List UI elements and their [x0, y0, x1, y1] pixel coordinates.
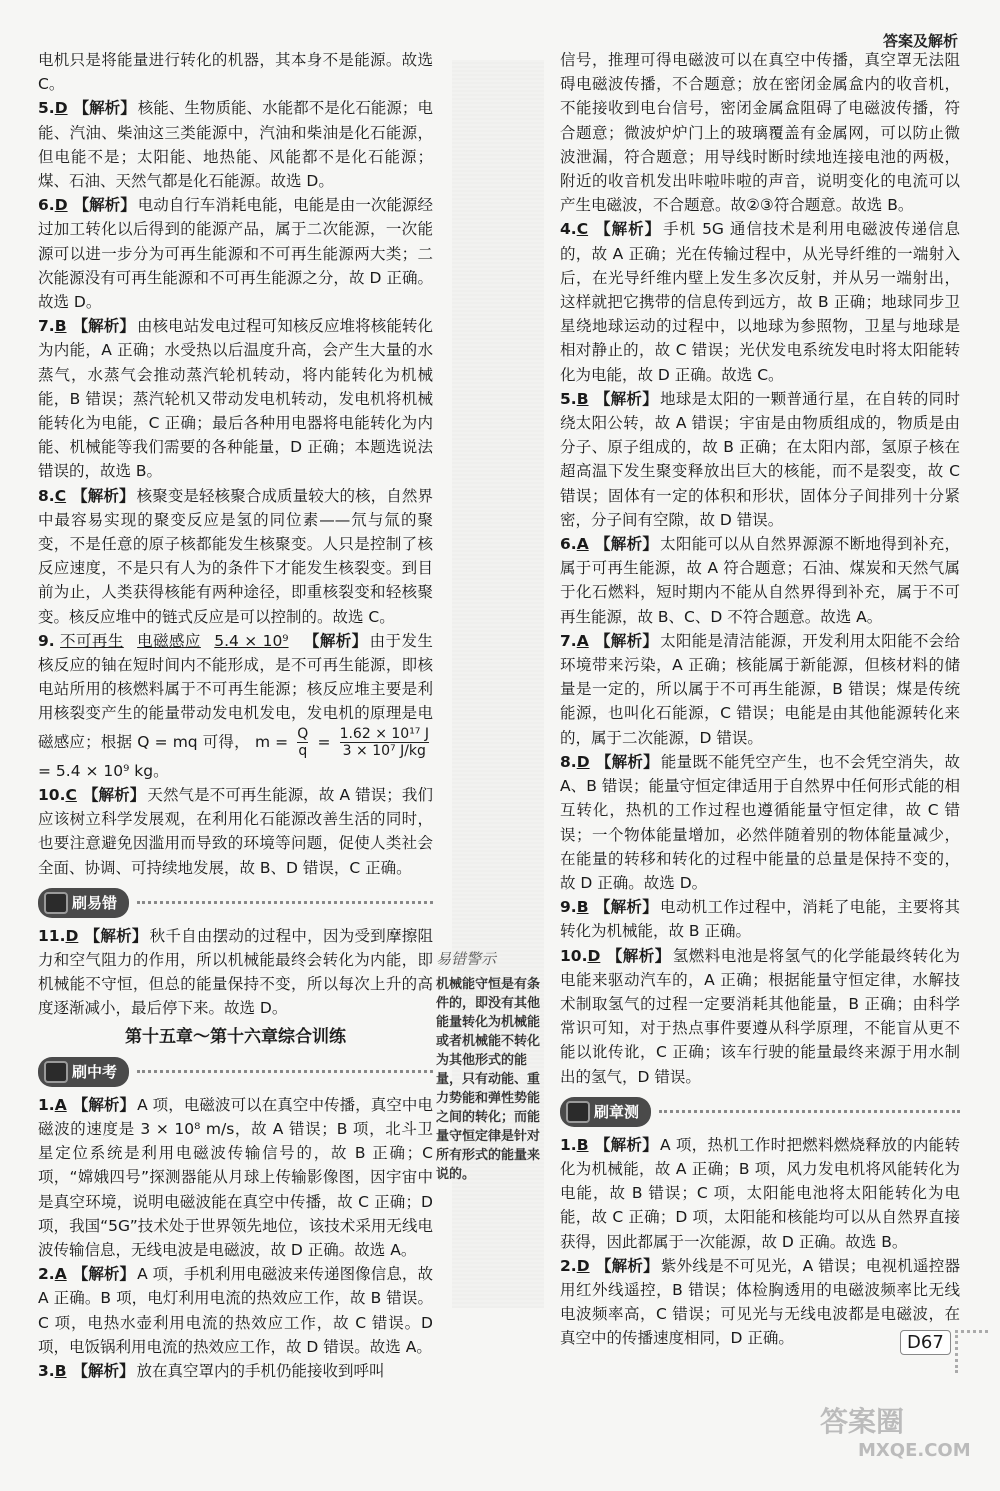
page-number: D67	[900, 1330, 951, 1355]
answer-item: 1.A 【解析】 A 项，电磁波可以在真空中传播，真空中电磁波的速度是 3 × 10⁸ m/s，故 A 错误；B 项，北斗卫星定位系统是利用电磁波传输信号的，故 B 正确；C 项，“嫦娥四号”探测器能从月球上传输影像图，因宇宙中是真空环境，说明电磁波能在真空中传播，故 C 正确；D 项，我国“5G”技术处于世界领先地位，该技术采用无线电波传输信息，无线电波是电磁波，故 D 正确。故选 A。	[38, 1095, 433, 1259]
chapter-title: 第十五章～第十六章综合训练	[125, 1026, 346, 1047]
answer-item: 2.D 【解析】 紫外线是不可见光，A 错误；电视机遥控器用红外线遥控，B 错误；体检胸透用的电磁波频率比无线电波频率高，C 错误；可见光与无线电波都是电磁波，在真空中的传播速度相同，D 正确。	[560, 1256, 960, 1348]
formula-m: m =	[254, 732, 289, 751]
left-answer-list	[38, 96, 433, 628]
watermark-logo: 答案圈	[820, 1405, 905, 1438]
section-badge-yicuo: 刷易错	[38, 888, 433, 918]
tip-title: 易错警示	[436, 950, 497, 968]
watermark-url: MXQE.COM	[858, 1440, 971, 1461]
answer-item: 7.A 【解析】 太阳能是清洁能源，开发利用太阳能不会给环境带来污染，A 正确；核能属于新能源，但核材料的储量是一定的，所以属于不可再生能源，B 错误；煤是传统能源，也叫化石能源，C 错误；电能是由其他能源转化来的，属于二次能源，D 错误。	[560, 631, 960, 747]
answer-item: 6.A 【解析】 太阳能可以从自然界源源不断地得到补充，属于可再生能源，故 A 符合题意；石油、煤炭和天然气属于化石燃料，短时期内不能从自然界得到补充，属于不可再生能源，故 B、C、D 不符合题意。故选 A。	[560, 535, 960, 626]
fraction-q: $\frac{Q}{q}$	[297, 725, 309, 759]
answer-item: 4.C 【解析】 手机 5G 通信技术是利用电磁波传递信息的，故 A 正确；光在传输过程中，从光导纤维的一端射入后，在光导纤维内壁上发生多次反射，并从另一端射出，这样就把它携带的信息传到远方，故 B 正确；地球同步卫星绕地球运动的过程中，以地球为参照物，卫星与地球是相对静止的，故 C 错误；光伏发电系统发电时将太阳能转化为电能，故 D 正确。故选 C。	[560, 220, 960, 384]
header-title: 答案及解析	[882, 32, 958, 50]
answer-item-9: 9. 不可再生 电磁感应 5.4 × 10⁹ 【解析】 由于发生核反应的铀在短时间内不能形成，是不可再生能源，即核电站所用的核燃料属于不可再生能源；核反应堆主要是利用核裂变产生的能量带动发电机发电，发电机的原理是电磁感应；根据 Q = mq 可得， m = $\frac{Q}{q}$ = $\frac{\text{1.62 × 10¹⁷ J}}{\text{3 × 10⁷ J/kg}}$ = 5.4 × 10⁹ kg。	[38, 631, 433, 780]
answer-item: 5.D 【解析】 核能、生物质能、水能都不是化石能源；电能、汽油、柴油这三类能源中，汽油和柴油是化石能源，但电能不是；太阳能、地热能、风能都不是化石能源；煤、石油、天然气都是化石能源。故选 D。	[38, 99, 433, 191]
left-column	[38, 48, 433, 1383]
answer-item-10: 10.C 【解析】 天然气是不可再生能源，故 A 错误；我们应该树立科学发展观，在利用化石能源改善生活的同时，也要注意避免因滥用而导致的环境等问题，促使人类社会全面、协调、可持续地发展，故 B、D 错误，C 正确。	[38, 785, 433, 877]
answer-item: 3.B 【解析】 放在真空罩内的手机仍能接收到呼叫	[38, 1361, 385, 1380]
answer-item: 6.D 【解析】 电动自行车消耗电能，电能是由一次能源经过加工转化以后得到的能源产品，属于二次能源，一次能源可以进一步分为可再生能源和不可再生能源两大类；二次能源没有可再生能源和不可再生能源之分，故 D 正确。故选 D。	[38, 196, 433, 312]
answer-item: 7.B 【解析】 由核电站发电过程可知核反应堆将核能转化为内能，A 正确；水受热以后温度升高，会产生大量的水蒸气，水蒸气会推动蒸汽轮机转动，将内能转化为机械能，B 错误；蒸汽轮机又带动发电机转动，发电机将机械能转化为电能，C 正确；最后各种用电器将电能转化为内能、机械能等我们需要的各种能量，D 正确；本题选说法错误的，故选 B。	[38, 317, 433, 481]
left-intro: 电机只是将能量进行转化的机器，其本身不是能源。故选 C。	[38, 51, 433, 94]
answer-item: 5.B 【解析】 地球是太阳的一颗普通行星，在自转的同时绕太阳公转，故 A 错误；宇宙是由物质组成的，物质是由分子、原子组成的，故 B 正确；在太阳内部，氢原子核在超高温下发生聚变释放出巨大的核能，而不是裂变，故 C 错误；固体有一定的体积和形状，固体分子间排列十分紧密，分子间有空隙，故 D 错误。	[560, 389, 960, 529]
answer-item: 10.D 【解析】 氢燃料电池是将氢气的化学能最终转化为电能来驱动汽车的，A 正确；根据能量守恒定律，水解技术制取氢气的过程一定要消耗其他能量，B 正确；由科学常识可知，对于热点事件要遵从科学原理，不能盲从更不能以讹传讹，C 正确；该车行驶的能量最终来源于用水制出的氢气，D 错误。	[560, 946, 960, 1086]
answer-item: 8.D 【解析】 能量既不能凭空产生，也不会凭空消失，故 A、B 错误；能量守恒定律适用于自然界中任何形式能的相互转化，热机的工作过程也遵循能量守恒定律，故 C 错误；一个物体能量增加，必然伴随着别的物体能量减少，在能量的转移和转化的过程中能量的总量是保持不变的，故 D 正确。故选 D。	[560, 752, 960, 892]
left-answer-list-2	[38, 1093, 433, 1383]
blank-3: 5.4 × 10⁹	[214, 631, 289, 650]
right-column	[560, 48, 960, 1351]
answer-item-11: 11.D 【解析】 秋千自由摆动的过程中，因为受到摩擦阻力和空气阻力的作用，所以机械能最终会转化为内能，即机械能不守恒，但总的能量保持不变，所以每次上升的高度逐渐减小，最后停下来。故选 D。	[38, 926, 433, 1018]
answer-item: 9.B 【解析】 电动机工作过程中，消耗了电能，主要将其转化为机械能，故 B 正确。	[560, 898, 960, 941]
blank-1: 不可再生	[60, 631, 124, 650]
corner-decoration	[955, 1330, 988, 1373]
right-answer-list	[560, 217, 960, 1088]
fraction-value: $\frac{\text{1.62 × 10¹⁷ J}}{\text{3 × 10⁷ J/kg}}$	[339, 725, 429, 759]
answer-item: 8.C 【解析】 核聚变是轻核聚合成质量较大的核，自然界中最容易实现的聚变反应是氢的同位素——氘与氚的聚变，不是任意的原子核都能发生核聚变。人只是控制了核反应速度，不是只有人为的条件下才能发生核裂变。到目前为止，人类获得核能有两种途径，即重核裂变和轻核聚变。核反应堆中的链式反应是可以控制的。故选 C。	[38, 486, 433, 626]
tip-text: 机械能守恒是有条件的，即没有其他能量转化为机械能或者机械能不转化为其他形式的能量，只有动能、重力势能和弹性势能之间的转化；而能量守恒定律是针对所有形式的能量来说的。	[436, 977, 541, 1182]
right-answer-list-2	[560, 1133, 960, 1351]
blank-2: 电磁感应	[137, 631, 201, 650]
answer-item: 2.A 【解析】 A 项，手机利用电磁波来传递图像信息，故 A 正确。B 项，电灯利用电流的热效应工作，故 B 错误。C 项，电热水壶利用电流的热效应工作，故 C 错误。D 项，电饭锅利用电流的热效应工作，故 D 错误。故选 A。	[38, 1265, 433, 1356]
section-badge-zhongkao: 刷中考	[38, 1057, 433, 1087]
tip-sidebar	[436, 950, 548, 1184]
answer-item: 1.B 【解析】 A 项，热机工作时把燃料燃烧释放的内能转化为机械能，故 A 正确；B 项，风力发电机将风能转化为电能，故 B 错误；C 项，太阳能电池将太阳能转化为电能，故 C 正确；D 项，太阳能和核能均可以从自然界直接获得，因此都属于一次能源，故 D 正确。故选 B。	[560, 1135, 960, 1251]
section-badge-zhangce: 刷章测	[560, 1097, 960, 1127]
right-intro: 信号，推理可得电磁波可以在真空中传播，真空罩无法阻碍电磁波传播，不合题意；放在密闭金属盒内的收音机，不能接收到电台信号，密闭金属盒阻碍了电磁波传播，符合题意；微波炉炉门上的玻璃覆盖有金属网，可以防止微波泄漏，符合题意；用导线时断时续地连接电池的两极，附近的收音机发出咔啦咔啦的声音，说明变化的电流可以产生电磁波，不合题意。故②③符合题意。故选 B。	[560, 51, 960, 215]
